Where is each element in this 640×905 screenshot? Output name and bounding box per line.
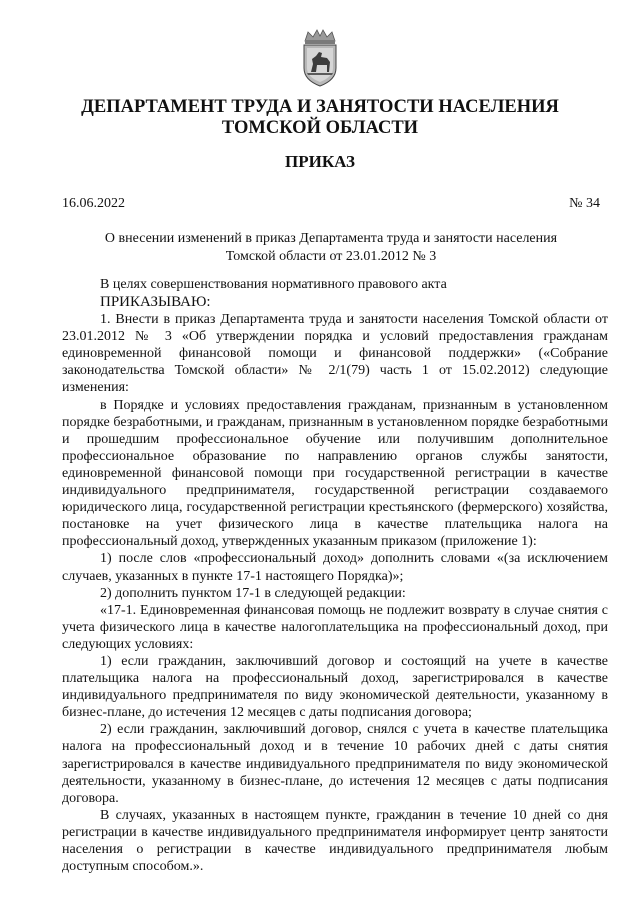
- order-keyword: ПРИКАЗЫВАЮ:: [100, 294, 211, 311]
- document-date: 16.06.2022: [62, 196, 125, 211]
- paragraph: в Порядке и условиях предоставления гражданам, признанным в установленном порядке безработными, и гражданам, признанным в установленном порядке безработными и прошедшим профессиональное обучение или получившим дополнительное профессиональное образование по направлению органов службы занятости, единовременной финансовой помощи при государственной регистрации в качестве индивидуального предпринимателя, государственной регистрации создаваемого юридического лица, государственной регистрации крестьянского (фермерского) хозяйства, постановке на учет физического лица в качестве плательщика налога на профессиональный доход, утвержденных указанным приказом (приложение 1):: [62, 397, 608, 550]
- document-number: № 34: [569, 196, 600, 211]
- paragraph: 2) дополнить пунктом 17-1 в следующей редакции:: [100, 585, 406, 601]
- paragraph: «17-1. Единовременная финансовая помощь не подлежит возврату в случае снятия с учета физического лица в качестве налогоплательщика на профессиональный доход, при следующих условиях:: [62, 602, 608, 652]
- paragraph: 1) после слов «профессиональный доход» дополнить словами «(за исключением случаев, указанных в пункте 17-1 настоящего Порядка)»;: [62, 551, 608, 584]
- tomsk-coat-of-arms-icon: [297, 28, 343, 88]
- preamble: В целях совершенствования нормативного правового акта: [100, 277, 447, 292]
- paragraph: 2) если гражданин, заключивший договор, снялся с учета в качестве плательщика налога на профессиональный доход и в течение 10 рабочих дней с даты снятия зарегистрировался в качестве индивидуального предпринимателя по виду экономической деятельности, указанному в бизнес-плане, до истечения 12 месяцев с даты подписания договора.: [62, 722, 608, 806]
- paragraph: 1) если гражданин, заключивший договор и состоящий на учете в качестве плательщика налога на профессиональный доход, зарегистрировался в качестве индивидуального предпринимателя по виду экономической деятельности, указанному в бизнес-плане, до истечения 12 месяцев с даты подписания договора;: [62, 653, 608, 721]
- department-title: ДЕПАРТАМЕНТ ТРУДА И ЗАНЯТОСТИ НАСЕЛЕНИЯ: [81, 97, 559, 117]
- document-body: [62, 276, 608, 875]
- department-region: ТОМСКОЙ ОБЛАСТИ: [221, 118, 419, 138]
- paragraph: В случаях, указанных в настоящем пункте, гражданин в течение 10 дней со дня регистрации в качестве индивидуального предпринимателя информирует центр занятости населения о регистрации в качестве индивидуального предпринимателя любым доступным способом.».: [62, 807, 608, 875]
- document-subject: [62, 230, 600, 265]
- paragraph: 1. Внести в приказ Департамента труда и занятости населения Томской области от 23.01.2012 № 3 «Об утверждении порядка и условий предоставления гражданам единовременной финансовой помощи и финансовой поддержки» («Собрание законодательства Томской области» № 2/1(79) часть 1 от 15.02.2012) следующие изменения:: [62, 312, 608, 396]
- subject-line: Томской области от 23.01.2012 № 3: [225, 248, 437, 264]
- subject-line: О внесении изменений в приказ Департамента труда и занятости населения: [104, 231, 558, 246]
- document-type: ПРИКАЗ: [285, 152, 355, 171]
